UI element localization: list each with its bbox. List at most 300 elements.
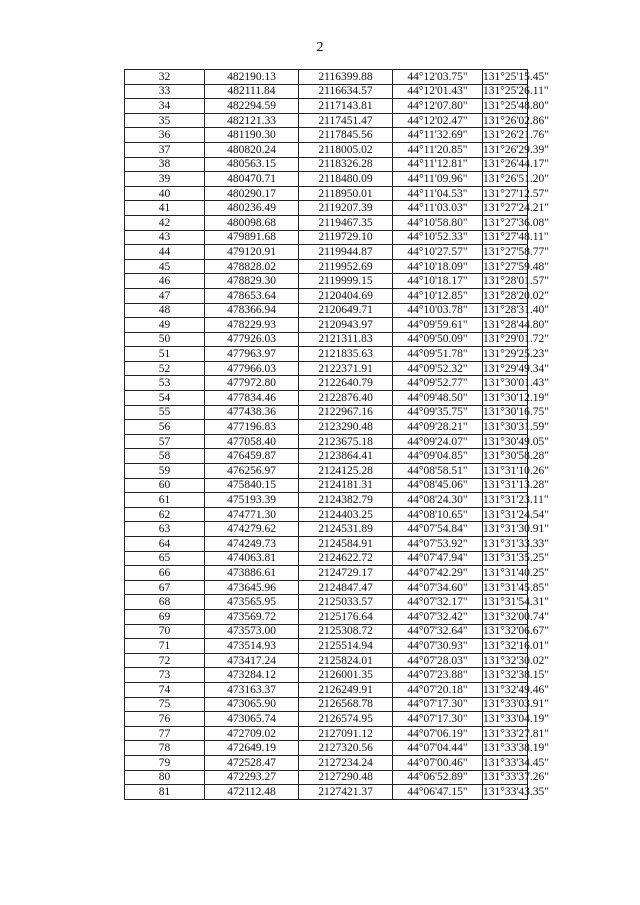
y-coordinate-cell: 2124403.25 (299, 507, 393, 522)
table-row (125, 609, 528, 624)
point-number-cell: 58 (125, 449, 205, 464)
x-coordinate-cell: 479120.91 (205, 245, 299, 260)
table-row (125, 624, 528, 639)
latitude-cell: 44°07'00.46" (393, 755, 483, 770)
table-row (125, 478, 528, 493)
latitude-cell: 44°08'45.06" (393, 478, 483, 493)
y-coordinate-cell: 2124729.17 (299, 566, 393, 581)
latitude-cell: 44°07'04.44" (393, 741, 483, 756)
x-coordinate-cell: 473163.37 (205, 682, 299, 697)
y-coordinate-cell: 2120943.97 (299, 318, 393, 333)
x-coordinate-cell: 478828.02 (205, 259, 299, 274)
longitude-cell: 131°25'26.11" (483, 85, 549, 98)
x-coordinate-cell: 477926.03 (205, 332, 299, 347)
table-row (125, 434, 528, 449)
latitude-cell: 44°11'32.69" (393, 128, 483, 143)
longitude-cell: 131°26'29.39" (483, 143, 549, 156)
point-number-cell: 68 (125, 595, 205, 610)
point-number-cell: 35 (125, 113, 205, 128)
latitude-cell: 44°06'47.15" (393, 785, 483, 800)
x-coordinate-cell: 480563.15 (205, 157, 299, 172)
longitude-cell: 131°25'15.45" (483, 70, 549, 83)
x-coordinate-cell: 472293.27 (205, 770, 299, 785)
point-number-cell: 42 (125, 215, 205, 230)
point-number-cell: 47 (125, 288, 205, 303)
table-row (125, 668, 528, 683)
latitude-cell: 44°11'04.53" (393, 186, 483, 201)
table-row (125, 99, 528, 114)
point-number-cell: 48 (125, 303, 205, 318)
latitude-cell: 44°07'54.84" (393, 522, 483, 537)
longitude-cell: 131°31'35.25" (483, 552, 549, 565)
point-number-cell: 39 (125, 172, 205, 187)
point-number-cell: 65 (125, 551, 205, 566)
latitude-cell: 44°07'28.03" (393, 653, 483, 668)
latitude-cell: 44°12'01.43" (393, 84, 483, 99)
point-number-cell: 37 (125, 142, 205, 157)
table-row (125, 755, 528, 770)
table-row (125, 551, 528, 566)
y-coordinate-cell: 2127234.24 (299, 755, 393, 770)
latitude-cell: 44°09'04.85" (393, 449, 483, 464)
table-row (125, 113, 528, 128)
table-row (125, 70, 528, 85)
y-coordinate-cell: 2127091.12 (299, 726, 393, 741)
latitude-cell: 44°12'02.47" (393, 113, 483, 128)
y-coordinate-cell: 2126568.78 (299, 697, 393, 712)
table-row (125, 245, 528, 260)
point-number-cell: 41 (125, 201, 205, 216)
point-number-cell: 57 (125, 434, 205, 449)
point-number-cell: 38 (125, 157, 205, 172)
y-coordinate-cell: 2127290.48 (299, 770, 393, 785)
latitude-cell: 44°07'34.60" (393, 580, 483, 595)
table-row (125, 142, 528, 157)
point-number-cell: 63 (125, 522, 205, 537)
longitude-cell: 131°33'27.81" (483, 727, 549, 740)
longitude-cell: 131°28'20.02" (483, 289, 549, 302)
longitude-cell: 131°29'25.23" (483, 348, 549, 361)
y-coordinate-cell: 2122876.40 (299, 391, 393, 406)
point-number-cell: 50 (125, 332, 205, 347)
x-coordinate-cell: 472709.02 (205, 726, 299, 741)
point-number-cell: 53 (125, 376, 205, 391)
point-number-cell: 61 (125, 493, 205, 508)
longitude-cell: 131°31'40.25" (483, 566, 549, 579)
y-coordinate-cell: 2124622.72 (299, 551, 393, 566)
latitude-cell: 44°08'10.65" (393, 507, 483, 522)
y-coordinate-cell: 2120649.71 (299, 303, 393, 318)
y-coordinate-cell: 2124847.47 (299, 580, 393, 595)
latitude-cell: 44°08'58.51" (393, 464, 483, 479)
longitude-cell: 131°31'24.54" (483, 508, 549, 521)
table-row (125, 493, 528, 508)
y-coordinate-cell: 2124531.89 (299, 522, 393, 537)
x-coordinate-cell: 478229.93 (205, 318, 299, 333)
x-coordinate-cell: 473645.96 (205, 580, 299, 595)
table-row (125, 580, 528, 595)
table-row (125, 376, 528, 391)
y-coordinate-cell: 2122371.91 (299, 361, 393, 376)
y-coordinate-cell: 2121311.83 (299, 332, 393, 347)
latitude-cell: 44°07'06.19" (393, 726, 483, 741)
latitude-cell: 44°09'52.77" (393, 376, 483, 391)
table-row (125, 347, 528, 362)
x-coordinate-cell: 480236.49 (205, 201, 299, 216)
x-coordinate-cell: 482190.13 (205, 70, 299, 85)
longitude-cell: 131°33'38.19" (483, 742, 549, 755)
point-number-cell: 77 (125, 726, 205, 741)
latitude-cell: 44°07'32.17" (393, 595, 483, 610)
y-coordinate-cell: 2119944.87 (299, 245, 393, 260)
point-number-cell: 66 (125, 566, 205, 581)
table-row (125, 288, 528, 303)
longitude-cell: 131°31'54.31" (483, 596, 549, 609)
point-number-cell: 51 (125, 347, 205, 362)
longitude-cell: 131°30'01.43" (483, 377, 549, 390)
x-coordinate-cell: 478829.30 (205, 274, 299, 289)
point-number-cell: 69 (125, 609, 205, 624)
latitude-cell: 44°07'30.93" (393, 639, 483, 654)
y-coordinate-cell: 2125308.72 (299, 624, 393, 639)
latitude-cell: 44°07'17.30" (393, 697, 483, 712)
longitude-cell: 131°27'59.48" (483, 260, 549, 273)
table-row (125, 361, 528, 376)
longitude-cell: 131°30'16.75" (483, 406, 549, 419)
table-row (125, 741, 528, 756)
point-number-cell: 49 (125, 318, 205, 333)
latitude-cell: 44°09'48.50" (393, 391, 483, 406)
latitude-cell: 44°12'07.80" (393, 99, 483, 114)
longitude-cell: 131°31'30.91" (483, 523, 549, 536)
y-coordinate-cell: 2123290.48 (299, 420, 393, 435)
point-number-cell: 81 (125, 785, 205, 800)
table-row (125, 522, 528, 537)
y-coordinate-cell: 2125033.57 (299, 595, 393, 610)
table-row (125, 464, 528, 479)
point-number-cell: 79 (125, 755, 205, 770)
x-coordinate-cell: 477834.46 (205, 391, 299, 406)
y-coordinate-cell: 2117845.56 (299, 128, 393, 143)
y-coordinate-cell: 2119952.69 (299, 259, 393, 274)
y-coordinate-cell: 2124584.91 (299, 537, 393, 552)
longitude-cell: 131°28'31.40" (483, 304, 549, 317)
longitude-cell: 131°27'58.77" (483, 245, 549, 258)
coordinates-table-body (125, 70, 549, 800)
longitude-cell: 131°32'00.74" (483, 610, 549, 623)
latitude-cell: 44°07'53.92" (393, 537, 483, 552)
y-coordinate-cell: 2122640.79 (299, 376, 393, 391)
point-number-cell: 34 (125, 99, 205, 114)
x-coordinate-cell: 474063.81 (205, 551, 299, 566)
y-coordinate-cell: 2127421.37 (299, 785, 393, 800)
x-coordinate-cell: 482121.33 (205, 113, 299, 128)
longitude-cell: 131°32'16.01" (483, 639, 549, 652)
table-row (125, 201, 528, 216)
y-coordinate-cell: 2118005.02 (299, 142, 393, 157)
y-coordinate-cell: 2116399.88 (299, 70, 393, 85)
longitude-cell: 131°31'10.26" (483, 464, 549, 477)
table-row (125, 420, 528, 435)
table-row (125, 712, 528, 727)
y-coordinate-cell: 2118326.28 (299, 157, 393, 172)
y-coordinate-cell: 2125176.64 (299, 609, 393, 624)
latitude-cell: 44°10'12.85" (393, 288, 483, 303)
table-row (125, 186, 528, 201)
x-coordinate-cell: 480470.71 (205, 172, 299, 187)
point-number-cell: 55 (125, 405, 205, 420)
point-number-cell: 52 (125, 361, 205, 376)
y-coordinate-cell: 2119467.35 (299, 215, 393, 230)
x-coordinate-cell: 477196.83 (205, 420, 299, 435)
x-coordinate-cell: 473886.61 (205, 566, 299, 581)
y-coordinate-cell: 2124181.31 (299, 478, 393, 493)
table-row (125, 303, 528, 318)
longitude-cell: 131°29'01.72" (483, 333, 549, 346)
longitude-cell: 131°30'12.19" (483, 391, 549, 404)
y-coordinate-cell: 2121835.63 (299, 347, 393, 362)
table-row (125, 332, 528, 347)
table-row (125, 537, 528, 552)
longitude-cell: 131°32'49.46" (483, 683, 549, 696)
y-coordinate-cell: 2125824.01 (299, 653, 393, 668)
x-coordinate-cell: 478366.94 (205, 303, 299, 318)
x-coordinate-cell: 478653.64 (205, 288, 299, 303)
x-coordinate-cell: 482294.59 (205, 99, 299, 114)
y-coordinate-cell: 2117143.81 (299, 99, 393, 114)
table-row (125, 230, 528, 245)
longitude-cell: 131°32'06.67" (483, 625, 549, 638)
x-coordinate-cell: 474249.73 (205, 537, 299, 552)
x-coordinate-cell: 481190.30 (205, 128, 299, 143)
y-coordinate-cell: 2119729.10 (299, 230, 393, 245)
point-number-cell: 62 (125, 507, 205, 522)
point-number-cell: 72 (125, 653, 205, 668)
longitude-cell: 131°27'12.57" (483, 187, 549, 200)
point-number-cell: 73 (125, 668, 205, 683)
x-coordinate-cell: 475840.15 (205, 478, 299, 493)
x-coordinate-cell: 477058.40 (205, 434, 299, 449)
table-row (125, 391, 528, 406)
x-coordinate-cell: 477963.97 (205, 347, 299, 362)
longitude-cell: 131°27'36.08" (483, 216, 549, 229)
x-coordinate-cell: 473284.12 (205, 668, 299, 683)
x-coordinate-cell: 477966.03 (205, 361, 299, 376)
y-coordinate-cell: 2122967.16 (299, 405, 393, 420)
point-number-cell: 56 (125, 420, 205, 435)
table-row (125, 697, 528, 712)
latitude-cell: 44°09'35.75" (393, 405, 483, 420)
table-row (125, 318, 528, 333)
table-row (125, 770, 528, 785)
y-coordinate-cell: 2124382.79 (299, 493, 393, 508)
x-coordinate-cell: 480098.68 (205, 215, 299, 230)
latitude-cell: 44°10'27.57" (393, 245, 483, 260)
longitude-cell: 131°27'48.11" (483, 231, 549, 244)
table-row (125, 449, 528, 464)
table-row (125, 172, 528, 187)
table-row (125, 259, 528, 274)
table-row (125, 785, 528, 800)
x-coordinate-cell: 472649.19 (205, 741, 299, 756)
longitude-cell: 131°31'33.33" (483, 537, 549, 550)
x-coordinate-cell: 482111.84 (205, 84, 299, 99)
y-coordinate-cell: 2123864.41 (299, 449, 393, 464)
latitude-cell: 44°09'59.61" (393, 318, 483, 333)
y-coordinate-cell: 2126001.35 (299, 668, 393, 683)
point-number-cell: 70 (125, 624, 205, 639)
longitude-cell: 131°26'21.76" (483, 129, 549, 142)
table-row (125, 84, 528, 99)
y-coordinate-cell: 2127320.56 (299, 741, 393, 756)
longitude-cell: 131°30'49.05" (483, 435, 549, 448)
latitude-cell: 44°07'47.94" (393, 551, 483, 566)
longitude-cell: 131°33'04.19" (483, 712, 549, 725)
latitude-cell: 44°09'51.78" (393, 347, 483, 362)
longitude-cell: 131°28'44.80" (483, 318, 549, 331)
longitude-cell: 131°33'03.91" (483, 698, 549, 711)
y-coordinate-cell: 2125514.94 (299, 639, 393, 654)
x-coordinate-cell: 477438.36 (205, 405, 299, 420)
x-coordinate-cell: 480820.24 (205, 142, 299, 157)
longitude-cell: 131°26'44.17" (483, 158, 549, 171)
latitude-cell: 44°12'03.75" (393, 70, 483, 85)
y-coordinate-cell: 2116634.57 (299, 84, 393, 99)
point-number-cell: 71 (125, 639, 205, 654)
y-coordinate-cell: 2123675.18 (299, 434, 393, 449)
x-coordinate-cell: 473417.24 (205, 653, 299, 668)
latitude-cell: 44°10'52.33" (393, 230, 483, 245)
point-number-cell: 75 (125, 697, 205, 712)
latitude-cell: 44°06'52.89" (393, 770, 483, 785)
x-coordinate-cell: 473573.00 (205, 624, 299, 639)
table-row (125, 682, 528, 697)
longitude-cell: 131°27'24.21" (483, 202, 549, 215)
x-coordinate-cell: 476459.87 (205, 449, 299, 464)
latitude-cell: 44°11'12.81" (393, 157, 483, 172)
latitude-cell: 44°10'18.09" (393, 259, 483, 274)
x-coordinate-cell: 473565.95 (205, 595, 299, 610)
x-coordinate-cell: 477972.80 (205, 376, 299, 391)
x-coordinate-cell: 473065.90 (205, 697, 299, 712)
latitude-cell: 44°11'03.03" (393, 201, 483, 216)
table-row (125, 405, 528, 420)
latitude-cell: 44°07'32.64" (393, 624, 483, 639)
y-coordinate-cell: 2117451.47 (299, 113, 393, 128)
latitude-cell: 44°10'18.17" (393, 274, 483, 289)
y-coordinate-cell: 2119999.15 (299, 274, 393, 289)
latitude-cell: 44°09'24.07" (393, 434, 483, 449)
table-row (125, 595, 528, 610)
table-row (125, 653, 528, 668)
coordinates-table (124, 69, 549, 800)
y-coordinate-cell: 2120404.69 (299, 288, 393, 303)
longitude-cell: 131°32'38.15" (483, 669, 549, 682)
longitude-cell: 131°33'43.35" (483, 785, 549, 798)
longitude-cell: 131°26'02.86" (483, 114, 549, 127)
x-coordinate-cell: 472528.47 (205, 755, 299, 770)
x-coordinate-cell: 473514.93 (205, 639, 299, 654)
table-row (125, 274, 528, 289)
y-coordinate-cell: 2118480.09 (299, 172, 393, 187)
point-number-cell: 36 (125, 128, 205, 143)
latitude-cell: 44°11'20.85" (393, 142, 483, 157)
table-row (125, 157, 528, 172)
longitude-cell: 131°32'30.02" (483, 654, 549, 667)
longitude-cell: 131°33'37.26" (483, 771, 549, 784)
x-coordinate-cell: 474279.62 (205, 522, 299, 537)
latitude-cell: 44°10'58.80" (393, 215, 483, 230)
x-coordinate-cell: 479891.68 (205, 230, 299, 245)
longitude-cell: 131°30'58.28" (483, 450, 549, 463)
longitude-cell: 131°31'45.85" (483, 581, 549, 594)
point-number-cell: 74 (125, 682, 205, 697)
x-coordinate-cell: 474771.30 (205, 507, 299, 522)
latitude-cell: 44°09'28.21" (393, 420, 483, 435)
longitude-cell: 131°31'23.11" (483, 494, 549, 507)
y-coordinate-cell: 2119207.39 (299, 201, 393, 216)
latitude-cell: 44°07'42.29" (393, 566, 483, 581)
x-coordinate-cell: 475193.39 (205, 493, 299, 508)
latitude-cell: 44°07'17.30" (393, 712, 483, 727)
point-number-cell: 78 (125, 741, 205, 756)
point-number-cell: 60 (125, 478, 205, 493)
y-coordinate-cell: 2124125.28 (299, 464, 393, 479)
longitude-cell: 131°30'31.59" (483, 421, 549, 434)
table-row (125, 215, 528, 230)
point-number-cell: 44 (125, 245, 205, 260)
point-number-cell: 40 (125, 186, 205, 201)
latitude-cell: 44°08'24.30" (393, 493, 483, 508)
x-coordinate-cell: 476256.97 (205, 464, 299, 479)
point-number-cell: 45 (125, 259, 205, 274)
x-coordinate-cell: 473065.74 (205, 712, 299, 727)
longitude-cell: 131°28'01.57" (483, 275, 549, 288)
latitude-cell: 44°07'20.18" (393, 682, 483, 697)
y-coordinate-cell: 2126249.91 (299, 682, 393, 697)
point-number-cell: 59 (125, 464, 205, 479)
x-coordinate-cell: 472112.48 (205, 785, 299, 800)
longitude-cell: 131°33'34.45" (483, 756, 549, 769)
point-number-cell: 46 (125, 274, 205, 289)
longitude-cell: 131°31'13.28" (483, 479, 549, 492)
longitude-cell: 131°25'48.80" (483, 99, 549, 112)
table-row (125, 507, 528, 522)
y-coordinate-cell: 2126574.95 (299, 712, 393, 727)
latitude-cell: 44°11'09.96" (393, 172, 483, 187)
x-coordinate-cell: 480290.17 (205, 186, 299, 201)
table-row (125, 639, 528, 654)
table-row (125, 726, 528, 741)
point-number-cell: 67 (125, 580, 205, 595)
point-number-cell: 64 (125, 537, 205, 552)
latitude-cell: 44°09'50.09" (393, 332, 483, 347)
point-number-cell: 76 (125, 712, 205, 727)
latitude-cell: 44°09'52.32" (393, 361, 483, 376)
point-number-cell: 43 (125, 230, 205, 245)
latitude-cell: 44°07'23.88" (393, 668, 483, 683)
y-coordinate-cell: 2118950.01 (299, 186, 393, 201)
page-number: 2 (316, 40, 324, 55)
latitude-cell: 44°07'32.42" (393, 609, 483, 624)
point-number-cell: 54 (125, 391, 205, 406)
x-coordinate-cell: 473569.72 (205, 609, 299, 624)
point-number-cell: 33 (125, 84, 205, 99)
point-number-cell: 32 (125, 70, 205, 85)
longitude-cell: 131°26'51.20" (483, 172, 549, 185)
latitude-cell: 44°10'03.78" (393, 303, 483, 318)
table-row (125, 566, 528, 581)
